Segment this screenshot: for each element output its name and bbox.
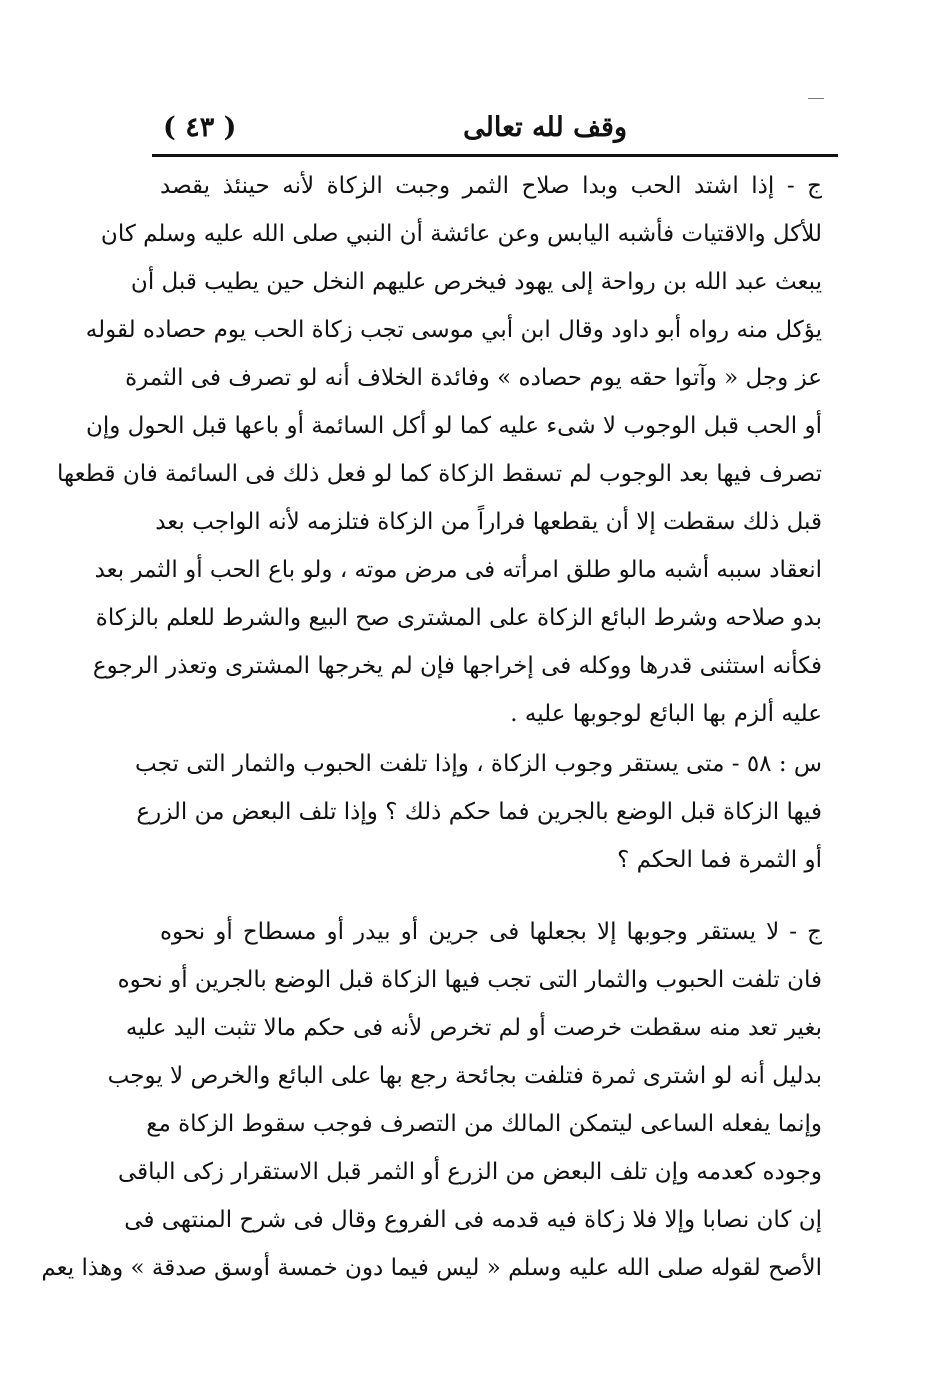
text-line: ج - إذا اشتد الحب وبدا صلاح الثمر وجبت الزكاة لأنه حينئذ يقصد — [160, 173, 822, 199]
header-rule — [152, 154, 838, 157]
text-line: بدو صلاحه وشرط البائع الزكاة على المشترى صح البيع والشرط للعلم بالزكاة — [95, 605, 822, 631]
question-paragraph — [135, 740, 822, 884]
page-header — [155, 108, 837, 152]
running-title: وقف لله تعالى — [463, 112, 627, 143]
text-line: ج - لا يستقر وجوبها إلا بجعلها فى جرين أو بيدر أو مسطاح أو نحوه — [160, 919, 822, 945]
text-line: يؤكل منه رواه أبو داود وقال ابن أبي موسى تجب زكاة الحب يوم حصاده لقوله — [85, 317, 822, 343]
text-line: فيها الزكاة قبل الوضع بالجرين فما حكم ذلك ؟ وإذا تلف البعض من الزرع — [136, 799, 822, 825]
text-line: يبعث عبد الله بن رواحة إلى يهود فيخرص عليهم النخل حين يطيب قبل أن — [130, 269, 822, 295]
text-line: س : ٥٨ - متى يستقر وجوب الزكاة ، وإذا تلفت الحبوب والثمار التى تجب — [135, 751, 822, 777]
text-line: فكأنه استثنى قدرها ووكله فى إخراجها فإن لم يخرجها المشترى وتعذر الرجوع — [92, 653, 822, 679]
page-number: ( ٤٣ ) — [163, 112, 237, 143]
text-line: للأكل والاقتيات فأشبه اليابس وعن عائشة أن النبي صلى الله عليه وسلم كان — [100, 221, 822, 247]
text-line: عز وجل « وآتوا حقه يوم حصاده » وفائدة الخلاف أنه لو تصرف فى الثمرة — [125, 365, 822, 391]
answer-paragraph-1 — [56, 162, 822, 738]
text-line: انعقاد سببه أشبه مالو طلق امرأته فى مرض موته ، ولو باع الحب أو الثمر بعد — [94, 557, 822, 583]
text-line: وجوده كعدمه وإن تلف البعض من الزرع أو الثمر قبل الاستقرار زكى الباقى — [117, 1159, 822, 1185]
text-line: إن كان نصابا وإلا فلا زكاة فيه قدمه فى الفروع وقال فى شرح المنتهى فى — [124, 1207, 822, 1233]
text-line: تصرف فيها بعد الوجوب لم تسقط الزكاة كما لو فعل ذلك فى السائمة فان قطعها — [56, 461, 822, 487]
text-line: الأصح لقوله صلى الله عليه وسلم « ليس فيما دون خمسة أوسق صدقة » وهذا يعم — [41, 1255, 822, 1281]
text-line: وإنما يفعله الساعى ليتمكن المالك من التصرف فوجب سقوط الزكاة مع — [146, 1111, 822, 1137]
text-line: بدليل أنه لو اشترى ثمرة فتلفت بجائحة رجع بها على البائع والخرص لا يوجب — [107, 1063, 822, 1089]
text-line: أو الحب قبل الوجوب لا شىء عليه كما لو أكل السائمة أو باعها قبل الحول وإن — [85, 413, 822, 439]
text-line: قبل ذلك سقطت إلا أن يقطعها فراراً من الزكاة فتلزمه لأنه الواجب بعد — [155, 509, 822, 535]
text-line: عليه ألزم بها البائع لوجوبها عليه . — [510, 701, 822, 727]
answer-paragraph-2 — [41, 908, 822, 1292]
text-line: أو الثمرة فما الحكم ؟ — [617, 847, 822, 873]
text-line: فان تلفت الحبوب والثمار التى تجب فيها الزكاة قبل الوضع بالجرين أو نحوه — [117, 967, 822, 993]
text-line: بغير تعد منه سقطت خرصت أو لم تخرص لأنه فى حكم مالا تثبت اليد عليه — [125, 1015, 822, 1041]
scan-mark — [808, 98, 824, 99]
